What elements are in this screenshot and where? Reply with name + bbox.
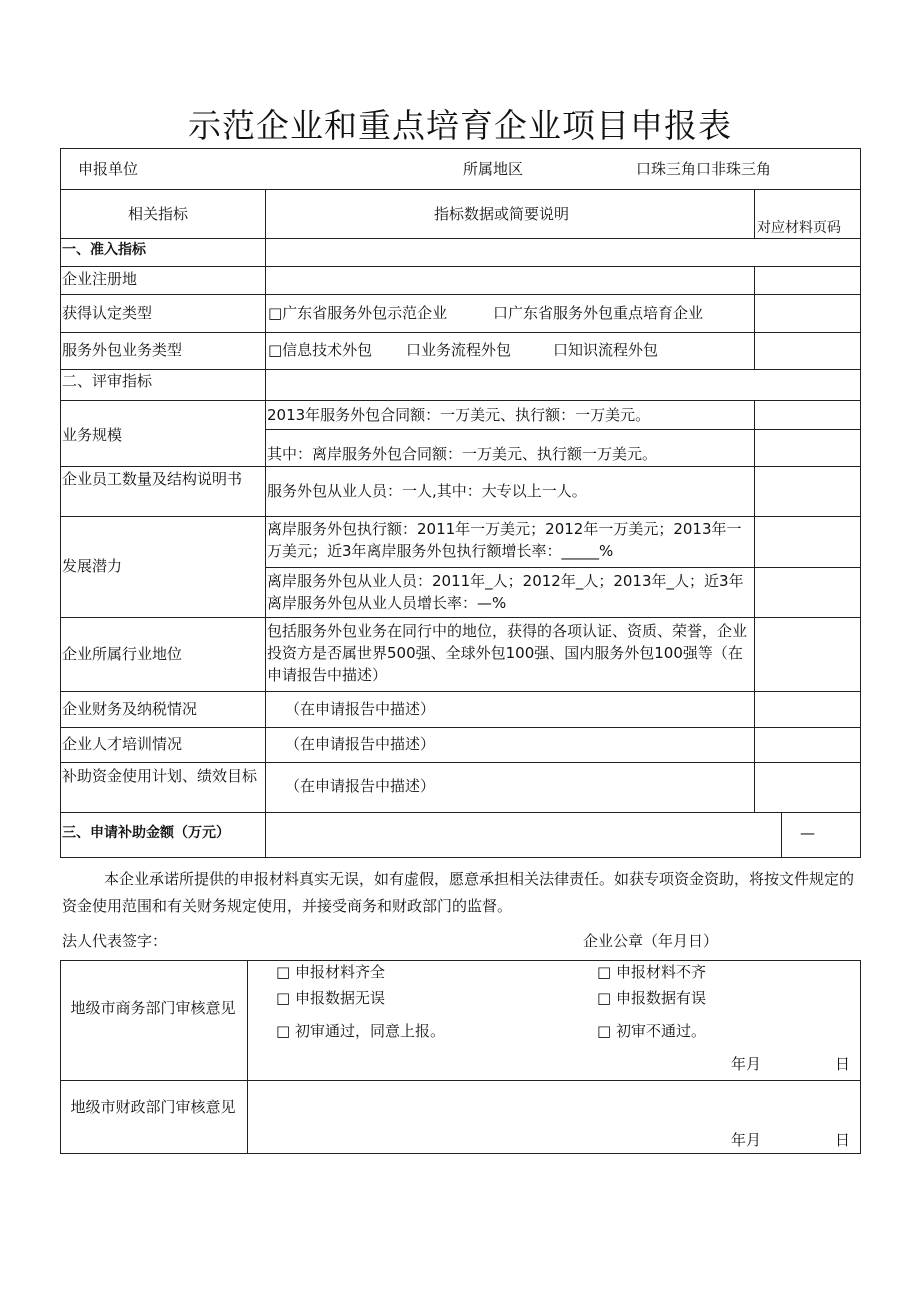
option-data-error[interactable]: □ 申报数据有误 <box>597 989 706 1007</box>
fund-plan-text: （在申请报告中描述） <box>285 777 436 795</box>
potential-text-2: 离岸服务外包从业人员：2011年_人；2012年_人；2013年_人；近3年离岸服务外包从业人员增长率：—% <box>267 572 744 612</box>
biz-option-ito[interactable]: □信息技术外包 <box>268 341 373 359</box>
region-label: 所属地区 <box>463 160 524 178</box>
option-material-incomplete[interactable]: □ 申报材料不齐 <box>597 963 706 981</box>
commerce-date-d: 日 <box>835 1055 851 1073</box>
industry-text: 包括服务外包业务在同行中的地位，获得的各项认证、资质、荣誉，企业投资方是否属世界500强、全球外包100强、国内服务外包100强等（在申请报告中描述） <box>267 622 748 684</box>
section-entry: 一、准入指标 <box>62 242 146 258</box>
seal-label: 企业公章（年月日） <box>583 932 719 950</box>
biz-option-bpo[interactable]: 口业务流程外包 <box>406 341 512 359</box>
finance-label: 企业财务及纳税情况 <box>62 700 198 718</box>
cert-type-label: 获得认定类型 <box>62 304 153 322</box>
finance-text: （在申请报告中描述） <box>285 700 436 718</box>
biz-type-label: 服务外包业务类型 <box>62 341 183 359</box>
finance-date-d: 日 <box>835 1131 851 1149</box>
option-data-correct[interactable]: □ 申报数据无误 <box>276 989 385 1007</box>
option-material-complete[interactable]: □ 申报材料齐全 <box>276 963 385 981</box>
talent-label: 企业人才培训情况 <box>62 735 183 753</box>
col-description: 指标数据或简要说明 <box>434 205 570 223</box>
option-pass[interactable]: □ 初审通过，同意上报。 <box>276 1022 445 1040</box>
potential-label: 发展潜力 <box>62 557 123 575</box>
industry-label: 企业所属行业地位 <box>62 645 183 663</box>
cert-option-demo[interactable]: □广东省服务外包示范企业 <box>268 304 448 322</box>
section-review: 二、评审指标 <box>62 372 153 390</box>
subsidy-value: — <box>800 824 815 842</box>
reg-place-label: 企业注册地 <box>62 270 138 288</box>
biz-option-kpo[interactable]: 口知识流程外包 <box>553 341 659 359</box>
section-subsidy: 三、申请补助金额（万元） <box>62 825 230 841</box>
signature-label: 法人代表签字： <box>62 932 168 950</box>
finance-date-ym: 年月 <box>731 1131 762 1149</box>
option-fail[interactable]: □ 初审不通过。 <box>597 1022 706 1040</box>
region-options[interactable]: 口珠三角口非珠三角 <box>636 160 772 178</box>
col-page: 对应材料页码 <box>757 220 841 236</box>
form-title: 示范企业和重点培育企业项目申报表 <box>188 106 732 145</box>
scale-line-2: 其中：离岸服务外包合同额：一万美元、执行额一万美元。 <box>267 445 658 463</box>
talent-text: （在申请报告中描述） <box>285 735 436 753</box>
potential-text-1: 离岸服务外包执行额：2011年一万美元；2012年一万美元；2013年一万美元；近3年离岸服务外包执行额增长率：_____% <box>267 520 742 560</box>
staff-label: 企业员工数量及结构说明书 <box>62 470 243 488</box>
col-indicator: 相关指标 <box>128 205 189 223</box>
cert-option-key[interactable]: 口广东省服务外包重点培育企业 <box>493 304 704 322</box>
finance-review-label: 地级市财政部门审核意见 <box>70 1098 236 1116</box>
unit-label: 申报单位 <box>78 160 139 178</box>
commerce-date-ym: 年月 <box>731 1055 762 1073</box>
fund-plan-label: 补助资金使用计划、绩效目标 <box>62 767 258 785</box>
scale-line-1: 2013年服务外包合同额：一万美元、执行额：一万美元。 <box>267 406 651 424</box>
staff-text: 服务外包从业人员：一人,其中：大专以上一人。 <box>267 482 587 500</box>
commerce-review-label: 地级市商务部门审核意见 <box>70 999 236 1017</box>
commitment-text: 本企业承诺所提供的申报材料真实无误，如有虚假，愿意承担相关法律责任。如获专项资金资助，将按文件规定的资金使用范围和有关财务规定使用，并接受商务和财政部门的监督。 <box>62 870 855 915</box>
scale-label: 业务规模 <box>62 426 123 444</box>
